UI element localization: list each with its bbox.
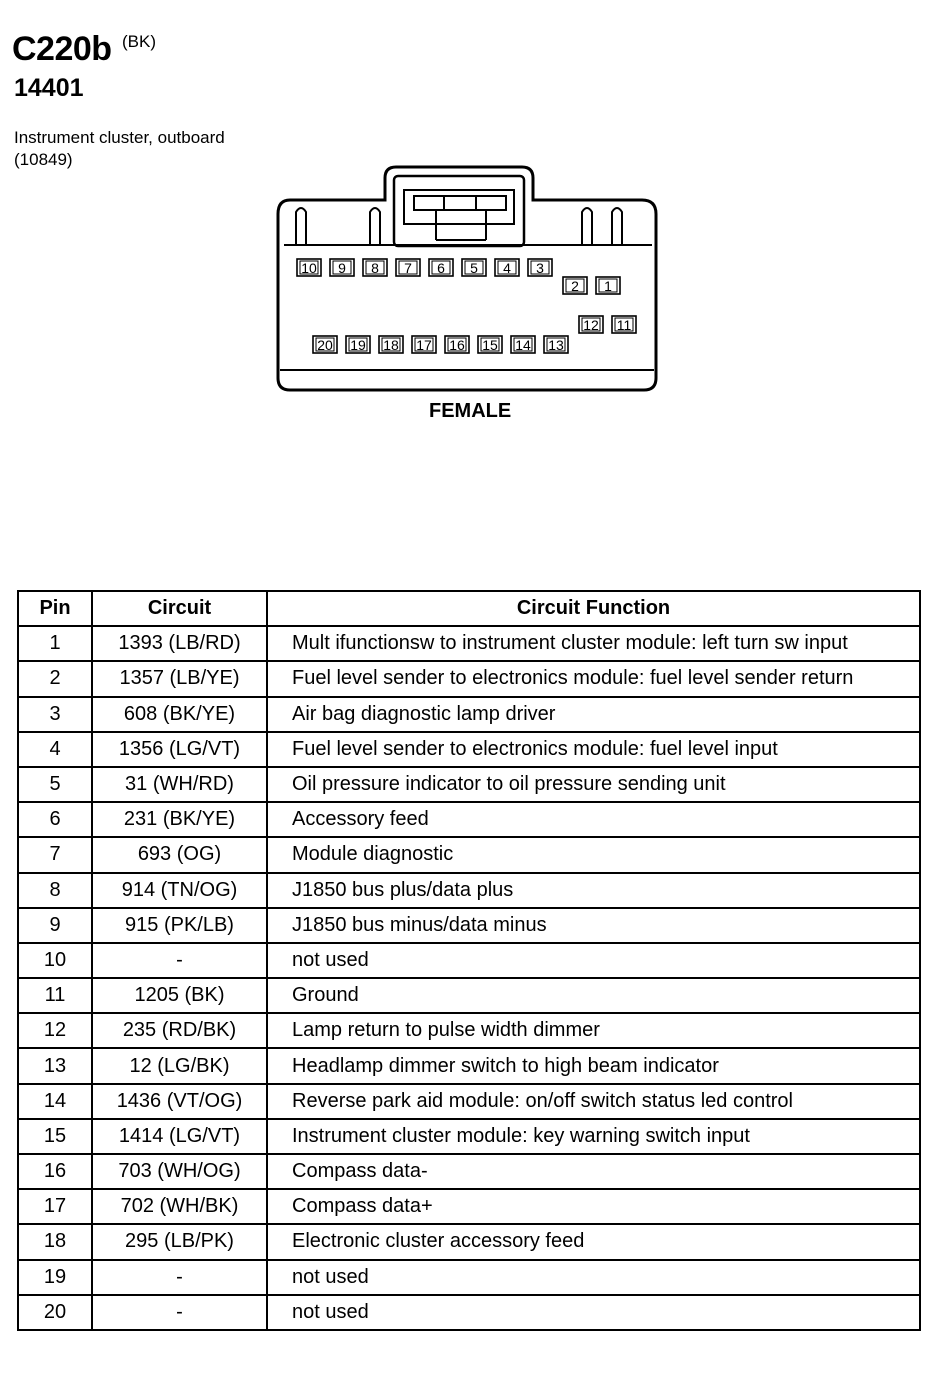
table-row <box>18 908 920 943</box>
function-cell: not used <box>267 1260 920 1295</box>
header-circuit: Circuit <box>92 591 267 626</box>
table-row <box>18 1084 920 1119</box>
table-row <box>18 802 920 837</box>
pin-number-label: 14 <box>515 337 531 353</box>
pin-number-label: 6 <box>437 260 445 276</box>
pin-cavity-7 <box>396 259 420 276</box>
table-row <box>18 1295 920 1330</box>
pin-cell: 19 <box>18 1260 92 1295</box>
pin-number-label: 16 <box>449 337 465 353</box>
pin-cell: 14 <box>18 1084 92 1119</box>
pin-number-label: 13 <box>548 337 564 353</box>
pin-cell: 10 <box>18 943 92 978</box>
circuit-cell: 693 (OG) <box>92 837 267 872</box>
circuit-cell: 12 (LG/BK) <box>92 1048 267 1083</box>
gender-label: FEMALE <box>429 400 512 422</box>
key-rib-left-2 <box>370 208 380 245</box>
connector-face-diagram <box>0 0 942 440</box>
pin-cell: 16 <box>18 1154 92 1189</box>
pin-cell: 17 <box>18 1189 92 1224</box>
pin-cell: 7 <box>18 837 92 872</box>
pin-number-label: 9 <box>338 260 346 276</box>
pin-number-label: 17 <box>416 337 432 353</box>
function-cell: Electronic cluster accessory feed <box>267 1224 920 1259</box>
pin-cavity-16 <box>445 336 469 353</box>
table-row <box>18 1119 920 1154</box>
function-cell: Lamp return to pulse width dimmer <box>267 1013 920 1048</box>
circuit-cell: 235 (RD/BK) <box>92 1013 267 1048</box>
table-row <box>18 1013 920 1048</box>
table-row <box>18 1048 920 1083</box>
table-row <box>18 978 920 1013</box>
connector-id: C220b <box>12 30 112 68</box>
pin-cell: 9 <box>18 908 92 943</box>
circuit-cell: 1356 (LG/VT) <box>92 732 267 767</box>
pin-cavity-8 <box>363 259 387 276</box>
function-cell: Reverse park aid module: on/off switch status led control <box>267 1084 920 1119</box>
pin-number-label: 20 <box>317 337 333 353</box>
function-cell: J1850 bus plus/data plus <box>267 873 920 908</box>
table-row <box>18 943 920 978</box>
circuit-cell: 231 (BK/YE) <box>92 802 267 837</box>
pin-cavity-6 <box>429 259 453 276</box>
table-row <box>18 1260 920 1295</box>
header-function: Circuit Function <box>267 591 920 626</box>
table-row <box>18 767 920 802</box>
pin-cell: 2 <box>18 661 92 696</box>
table-row <box>18 1224 920 1259</box>
pin-cell: 20 <box>18 1295 92 1330</box>
circuit-cell: 702 (WH/BK) <box>92 1189 267 1224</box>
function-cell: Accessory feed <box>267 802 920 837</box>
function-cell: not used <box>267 1295 920 1330</box>
table-row <box>18 873 920 908</box>
pin-cell: 18 <box>18 1224 92 1259</box>
connector-color: (BK) <box>122 32 156 51</box>
pin-cell: 1 <box>18 626 92 661</box>
circuit-cell: 1393 (LB/RD) <box>92 626 267 661</box>
pin-cavity-18 <box>379 336 403 353</box>
pin-cell: 6 <box>18 802 92 837</box>
circuit-cell: 608 (BK/YE) <box>92 697 267 732</box>
pin-number-label: 15 <box>482 337 498 353</box>
function-cell: Fuel level sender to electronics module: fuel level sender return <box>267 661 920 696</box>
pin-cavity-9 <box>330 259 354 276</box>
pin-cavity-2 <box>563 277 587 294</box>
function-cell: Air bag diagnostic lamp driver <box>267 697 920 732</box>
function-cell: Instrument cluster module: key warning switch input <box>267 1119 920 1154</box>
pin-cell: 15 <box>18 1119 92 1154</box>
circuit-cell: 1357 (LB/YE) <box>92 661 267 696</box>
pin-number-label: 12 <box>583 317 599 333</box>
table-row <box>18 626 920 661</box>
function-cell: Ground <box>267 978 920 1013</box>
function-cell: Module diagnostic <box>267 837 920 872</box>
pin-cell: 11 <box>18 978 92 1013</box>
pin-number-label: 8 <box>371 260 379 276</box>
pin-cell: 5 <box>18 767 92 802</box>
circuit-cell: 1436 (VT/OG) <box>92 1084 267 1119</box>
part-number: 14401 <box>14 74 84 102</box>
pin-number-label: 5 <box>470 260 478 276</box>
table-header-row <box>18 591 920 626</box>
pin-cavity-5 <box>462 259 486 276</box>
function-cell: Compass data- <box>267 1154 920 1189</box>
table-row <box>18 1154 920 1189</box>
pin-number-label: 4 <box>503 260 511 276</box>
pin-cavity-13 <box>544 336 568 353</box>
pin-cavity-10 <box>297 259 321 276</box>
function-cell: J1850 bus minus/data minus <box>267 908 920 943</box>
function-cell: not used <box>267 943 920 978</box>
lock-slot <box>414 196 506 210</box>
pin-number-label: 19 <box>350 337 366 353</box>
key-rib-right-2 <box>612 208 622 245</box>
function-cell: Fuel level sender to electronics module: fuel level input <box>267 732 920 767</box>
circuit-cell: 1414 (LG/VT) <box>92 1119 267 1154</box>
table-row <box>18 661 920 696</box>
pin-cell: 3 <box>18 697 92 732</box>
pin-cavity-1 <box>596 277 620 294</box>
circuit-cell: 1205 (BK) <box>92 978 267 1013</box>
function-cell: Oil pressure indicator to oil pressure sending unit <box>267 767 920 802</box>
pin-cell: 13 <box>18 1048 92 1083</box>
table-row <box>18 732 920 767</box>
circuit-cell: - <box>92 943 267 978</box>
pin-cell: 12 <box>18 1013 92 1048</box>
pin-cavity-19 <box>346 336 370 353</box>
circuit-cell: - <box>92 1295 267 1330</box>
pin-number-label: 18 <box>383 337 399 353</box>
reference-number: (10849) <box>14 150 73 169</box>
pin-cavity-15 <box>478 336 502 353</box>
pin-number-label: 3 <box>536 260 544 276</box>
key-rib-left-1 <box>296 208 306 245</box>
pin-cavity-11 <box>612 316 636 333</box>
pin-cavity-3 <box>528 259 552 276</box>
function-cell: Compass data+ <box>267 1189 920 1224</box>
description-text: Instrument cluster, outboard <box>14 128 225 147</box>
header-pin: Pin <box>18 591 92 626</box>
function-cell: Headlamp dimmer switch to high beam indicator <box>267 1048 920 1083</box>
pinout-table <box>17 590 921 1331</box>
pin-cavity-20 <box>313 336 337 353</box>
pin-cell: 4 <box>18 732 92 767</box>
circuit-cell: 914 (TN/OG) <box>92 873 267 908</box>
pin-number-label: 2 <box>571 278 579 294</box>
key-rib-right-1 <box>582 208 592 245</box>
pin-cavity-12 <box>579 316 603 333</box>
pin-cavity-17 <box>412 336 436 353</box>
pin-cell: 8 <box>18 873 92 908</box>
circuit-cell: - <box>92 1260 267 1295</box>
pin-number-label: 11 <box>616 317 632 333</box>
pin-number-label: 10 <box>301 260 317 276</box>
circuit-cell: 703 (WH/OG) <box>92 1154 267 1189</box>
pin-cavity-4 <box>495 259 519 276</box>
circuit-cell: 31 (WH/RD) <box>92 767 267 802</box>
circuit-cell: 915 (PK/LB) <box>92 908 267 943</box>
table-row <box>18 697 920 732</box>
pin-cavity-14 <box>511 336 535 353</box>
function-cell: Mult ifunctionsw to instrument cluster module: left turn sw input <box>267 626 920 661</box>
pin-number-label: 7 <box>404 260 412 276</box>
table-row <box>18 1189 920 1224</box>
pin-number-label: 1 <box>604 278 612 294</box>
circuit-cell: 295 (LB/PK) <box>92 1224 267 1259</box>
table-row <box>18 837 920 872</box>
